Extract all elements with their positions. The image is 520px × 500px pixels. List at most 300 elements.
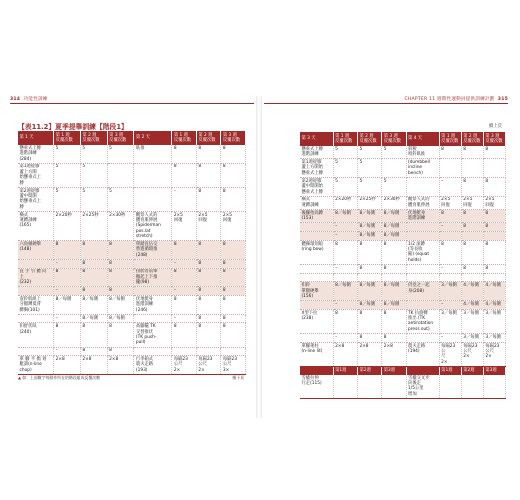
left-table-cell [107,163,134,187]
left-table-cell: 8 [80,287,107,296]
right-table-cell: 3／每側 [439,282,461,301]
left-table-cell: 8 [54,241,81,260]
right-table-cell [300,273,333,282]
right-table-cell: 8／每側 [357,223,381,232]
right-table-cell: 3／每側 [483,309,505,333]
right-table-cell [483,232,505,241]
left-table-cell [18,259,54,268]
right-table-cell: 2×5 回復 [461,196,483,209]
right-table-cell [357,273,381,282]
left-table-cell: 2×25秒 [80,211,107,240]
left-table-cell: 橫式 蓮蹲訓練 (165) [18,211,54,240]
right-table-cell [406,333,439,342]
left-table-cell [18,287,54,296]
left-table-cell: – [172,259,197,268]
right-table-cell: 5 [382,146,406,159]
right-table-cell [300,333,333,342]
right-table-cell: 8 [483,223,505,232]
left-table-cell: 5 [107,145,134,163]
left-table-cell: 8 [196,268,221,287]
left-table-row [18,296,246,315]
left-table-cell: 臥推 [134,145,172,163]
left-table-cell [221,347,246,356]
left-table-cell: 六角槓硬舉 (148) [18,241,54,260]
right-extra-header-cell: 第1週 [333,366,357,375]
left-running-title: 功能性訓練 [23,97,48,102]
right-table-cell [406,273,439,282]
right-table-cell: – [333,223,357,232]
left-table-cell: 第2週從膝 蓋中間開 始懸垂式上 膊 [18,187,54,211]
right-table-cell: 懸垂式上膊 進階訓練 [300,146,333,159]
right-table-cell: 8／每側 [382,282,406,301]
right-table-cell: 5 [333,146,357,159]
left-table-cell [172,347,197,356]
right-table-cell: 4／每側 [461,301,483,310]
left-table-row [18,259,246,268]
right-table-cell: 8／每側 [333,282,357,301]
left-table-cell: 5 [80,145,107,163]
right-table-cell: 5 [357,177,381,196]
left-table-cell: 行李箱式 農夫走路 (193) [134,356,172,375]
right-table-cell: 3／每側 [461,333,483,342]
continued-prev-label: 續上頁 [488,124,502,129]
left-table-cell: 5 [80,187,107,211]
left-table-cell: 8 [172,268,197,287]
right-table-cell [439,375,461,399]
right-table-cell: 8／每側 [382,301,406,310]
left-table-cell [134,314,172,323]
left-table-cell: 8 [221,296,246,315]
left-table-cell: 8 [196,287,221,296]
left-table-cell: 第1週從膝 蓋上方開 始懸垂式上 膊 [18,163,54,187]
footnote-marker: ▲ [18,375,21,380]
left-table-cell: 每隔23 公尺 2× [196,356,221,375]
left-header-cell: 第 2 週 反覆次數 [80,131,107,145]
right-table-cell: 橫式 蓮蹲訓練 [300,196,333,209]
right-table-cell: 每隔23 公尺 2× [461,342,483,366]
right-table-cell: – [439,177,461,196]
right-table-cell: 8／每側 [357,209,381,222]
left-table-cell: 8 [107,259,134,268]
left-table-cell: 8 [54,268,81,287]
right-table-cell: – [439,301,461,310]
left-table-cell: 8 [196,259,221,268]
left-table-row [18,268,246,287]
left-table-cell: 8 [221,268,246,287]
right-table-row [300,282,506,301]
right-running-head [405,96,509,102]
right-header-rule [264,103,508,104]
right-table-cell: 8／每側 [333,209,357,222]
right-table [300,132,506,399]
left-table-cell: 觀察人式的 體育肌伸展 (Spiderman pos.lat stretch) [134,211,172,240]
right-header-cell: 第 1 週 反覆次數 [333,132,357,146]
right-table-cell [300,232,333,241]
left-table-cell: 8 [107,287,134,296]
right-table-cell [300,264,333,273]
left-table-cell: 8／每側 [80,296,107,315]
right-table-row [300,333,506,342]
right-table-cell [483,375,505,399]
right-header-cell: 第 2 週 反覆次數 [357,132,381,146]
right-table-cell: 2×8 [382,342,406,366]
left-table-cell [134,287,172,296]
right-table-cell: 8 [461,223,483,232]
right-table-cell: 8 [382,240,406,264]
left-table-cell: 5 [107,187,134,211]
right-table-row [300,177,506,196]
right-table-row [300,273,506,282]
right-table-cell: 5 [333,159,357,178]
right-table-cell: 8 [461,240,483,264]
right-page [262,96,514,418]
left-table-cell: 懸垂式上膊 進階訓練 (284) [18,145,54,163]
right-table-cell: 2×25秒 [357,196,381,209]
left-table-cell: 8 [196,323,221,347]
right-table-cell: 雪橇交叉步 向後走 1/5公里 增加 [406,375,439,399]
left-table-cell: 2×5 回復 [172,211,197,240]
right-table-cell: 8 [439,146,461,159]
right-table-cell: 8／每側 [357,282,381,301]
right-table-cell: 8 [483,264,505,273]
left-table-cell: 扭肋者前舉 撤起上下推 攏(98) [134,268,172,287]
left-table-cell [134,187,172,211]
left-table-cell: 8 [221,145,246,163]
right-table-cell: – [333,264,357,273]
left-table [18,131,246,375]
table-title: 【表11.2】夏季提舉訓練【階段1】 [18,123,128,131]
right-table-cell [382,273,406,282]
right-table-cell [333,273,357,282]
right-table-cell: 8 [382,333,406,342]
right-table-cell [406,223,439,232]
right-table-row [300,146,506,159]
left-table-cell: 8 [172,296,197,315]
left-table-cell: 2×20秒 [54,211,81,240]
right-table-cell: 8 [461,209,483,222]
left-table-cell: – [172,287,197,296]
right-table-cell: 8 [357,264,381,273]
left-table-cell: 高腳罷 TK 交替推伏 (TK push- pull) [134,323,172,347]
right-header-cell: 第 1 週 反覆次數 [439,132,461,146]
right-table-cell: 8 [461,177,483,196]
right-table-cell: 5 [333,177,357,196]
left-header-cell: 第 2 週 反覆次數 [196,131,221,145]
right-table-cell: 觀察人式的 體育肌伸展 [406,196,439,209]
right-table-cell: 8 [382,309,406,333]
left-table-row [18,314,246,323]
left-table-cell: 每隔23 公尺 2× [172,356,197,375]
left-table-cell: 8 [196,163,221,187]
right-table-cell [333,375,357,399]
right-table-cell: 第2週從膝 蓋中間開始 懸垂式上膊 [300,177,333,196]
left-table-cell: 8 [107,241,134,260]
right-table-cell: – [333,301,357,310]
right-table-cell: 每隔23 公尺 2× [483,342,505,366]
left-table-cell: 8 [221,323,246,347]
right-table-cell [461,375,483,399]
right-table-cell: 8 [333,240,357,264]
left-table-cell: 8 [172,323,197,347]
left-table-row [18,187,246,211]
right-table-cell: – [439,333,461,342]
left-table-cell: 每隔23 公尺 3× [221,356,246,375]
right-table-cell: 4／每側 [461,282,483,301]
right-table-cell: 8 [461,146,483,159]
left-table-cell: 直 手 引 體 向 上 (232) [18,268,54,287]
left-table-cell: 8 [221,163,246,187]
right-table-cell: 8／每側 [382,232,406,241]
right-table-cell [461,159,483,178]
left-table-cell: 扣舒伏臥 (240) [18,323,54,347]
right-header-cell: 第 2 週 反覆次數 [461,132,483,146]
left-table-cell [18,347,54,356]
left-table-row [18,211,246,240]
left-table-cell: 8 [80,241,107,260]
left-table-cell: 8／每側 [107,296,134,315]
left-header-cell: 第 1 週 反覆次數 [54,131,81,145]
left-table-cell: – [54,347,81,356]
left-table-row [18,241,246,260]
right-table-cell: 3／每側 [439,309,461,333]
right-extra-header-row [300,366,506,375]
right-running-title: CHAPTER 11 週期性運動員提供訓練計劃 [404,97,495,102]
right-table-cell: 5 [357,146,381,159]
right-header-cell: 第 3 天 [300,132,333,146]
right-table-row [300,301,506,310]
right-header-cell: 第 4 天 [406,132,439,146]
left-header-cell: 第 2 天 [134,131,172,145]
left-table-cell: 8 [107,347,134,356]
right-table-cell: 2×20秒 [333,196,357,209]
left-table-cell: 8／每側 [80,314,107,323]
right-table-cell: 雪橇拉伸 行走(115) [300,375,333,399]
left-table-cell: 8 [107,268,134,287]
right-table-cell: 5 [357,159,381,178]
left-table-cell: – [54,287,81,296]
right-table-row [300,196,506,209]
right-table-cell [300,223,333,232]
left-table-cell: 2×8 [80,356,107,375]
right-table-row [300,223,506,232]
right-table-cell: 8 [357,240,381,264]
left-page [6,96,256,418]
right-table-cell [406,177,439,196]
right-extra-header-cell [300,366,333,375]
left-table-cell: 2×8 [54,356,81,375]
right-table-row [300,159,506,178]
right-extra-header-cell: 第2週 [461,366,483,375]
left-table-cell: – [54,314,81,323]
right-table-cell: 8 [483,177,505,196]
left-table-cell: 8 [221,314,246,323]
right-table-cell: 8／每側 [382,209,406,222]
right-table-cell [483,273,505,282]
left-table-cell: 8 [196,314,221,323]
right-table-cell [406,232,439,241]
left-table-cell: 8 [80,323,107,347]
right-table-cell: 農夫走路 (194) [406,342,439,366]
left-running-head [10,96,48,102]
left-table-row [18,347,246,356]
right-table-cell: 8 [461,264,483,273]
right-table-cell: X型下拉 (238) [300,309,333,333]
right-table-row [300,264,506,273]
left-table-cell: 5 [80,163,107,187]
right-table-cell: 每隔23公 尺 2× [439,342,461,366]
left-table-cell: 8 [172,241,197,260]
right-table-cell: 體操環划船 (ring bow) [300,240,333,264]
left-table-cell [196,347,221,356]
left-header-rule [10,103,254,104]
right-table-cell: – [439,264,461,273]
left-table-cell: 8 [196,145,221,163]
left-header-cell: 第 3 週 反覆次數 [221,131,246,145]
right-table-cell [406,264,439,273]
left-table-cell: 8 [196,187,221,211]
left-table-cell: 5 [54,163,81,187]
right-table-cell: – [333,333,357,342]
right-table-cell: – [439,223,461,232]
right-table-cell: 8 [357,333,381,342]
left-table-cell: 伏地挺身 進階訓練 (246) [134,296,172,315]
footnote-text: 如：上面數字每動作所在的階段組成反覆次數 [22,375,101,380]
right-table-cell [439,273,461,282]
left-table-cell: 5 [54,187,81,211]
right-table-cell: 8／每側 [357,232,381,241]
left-table-cell [134,163,172,187]
right-table-cell: 仍亞之一起 身(208) [406,282,439,301]
left-table-cell: 8 [221,287,246,296]
right-header-cell: 第 3 週 反覆次數 [483,132,505,146]
right-table-cell: 2×8 [333,342,357,366]
right-table-row [300,309,506,333]
right-table-cell: 4／每側 [483,282,505,301]
left-table-cell: 8 [80,259,107,268]
right-table-row [300,209,506,222]
left-header-cell: 第 1 週 反覆次數 [172,131,197,145]
left-table-cell: 8 [221,187,246,211]
right-table-cell: 8 [357,309,381,333]
right-table-cell: 3／每側 [483,333,505,342]
right-table-cell [439,159,461,178]
left-table-cell: 8 [196,296,221,315]
left-table-cell: – [54,259,81,268]
right-table-cell: TK 抗旋轉 推出 (TK antirotation press out) [406,309,439,333]
right-page-number: 315 [497,97,508,102]
left-table-cell: 2×8 [107,356,134,375]
left-table-row [18,163,246,187]
right-table-cell [382,159,406,178]
left-table-cell: 8 [172,145,197,163]
right-table-cell: 2×8 [357,342,381,366]
right-extra-header-cell: 第2週 [357,366,381,375]
left-table-cell: 8 [196,241,221,260]
right-table-cell: 8 [333,309,357,333]
right-table-cell: 8 [382,264,406,273]
right-table-header [300,132,506,146]
right-table-cell [461,232,483,241]
footnote [18,375,100,381]
right-table-cell: 後腳抬高蹲 (153) [300,209,333,222]
right-table-cell: 第1週從膝 蓋上方開始 懸垂式上膊 [300,159,333,178]
right-table-cell [483,159,505,178]
right-table-cell: – [333,232,357,241]
right-table-cell: 8 [439,209,461,222]
right-table-cell [461,273,483,282]
left-table-cell: 8 [54,323,81,347]
left-table-cell: – [172,187,197,211]
left-table-cell: 8 [80,268,107,287]
right-table-cell: 2×5 回復 [483,196,505,209]
right-table-cell: 單腳蓮柱 (n-line lit) [300,342,333,366]
right-table-cell: 8／每側 [382,223,406,232]
right-table-row [300,240,506,264]
right-table-cell [439,232,461,241]
right-extra-header-cell [406,366,439,375]
left-table-row [18,145,246,163]
left-table-row [18,287,246,296]
right-table-cell: 8 [483,240,505,264]
right-table-cell: 伏地挺身 進階訓練 [406,209,439,222]
continued-next-label: 續下頁 [232,375,244,380]
left-table-cell: 5 [54,145,81,163]
right-extra-header-cell: 第3週 [382,366,406,375]
right-table-cell: 3／每側 [461,309,483,333]
left-table-header [18,131,246,145]
right-header-cell: 第 3 週 反覆次數 [382,132,406,146]
left-table-cell [134,347,172,356]
left-page-number: 314 [10,97,21,102]
left-table-cell: 8 [221,241,246,260]
right-table-cell: 8 [483,146,505,159]
left-table-cell: 8 [221,259,246,268]
left-table-cell: 8 [107,323,134,347]
left-table-cell: 壺鈴肌組上 分腿蹲低背 蹲胸(101) [18,296,54,315]
right-table-cell: 8 [483,209,505,222]
right-table-cell: (dumbbell incline bench) [406,159,439,178]
left-table-row [18,356,246,375]
left-table-cell: 8 [172,163,197,187]
right-table-row [300,375,506,399]
right-extra-header-cell: 第3週 [483,366,505,375]
left-table-cell: 8／每側 [54,296,81,315]
left-header-cell: 第 1 天 [18,131,54,145]
right-table-cell: 8／每側 [357,301,381,310]
right-table-cell [406,301,439,310]
right-table-cell: 1/2 深蹲 (等長收 縮) (squat holds) [406,240,439,264]
left-table-cell: 2×5 回復 [196,211,221,240]
left-table-cell: – [172,314,197,323]
right-table-cell [382,375,406,399]
left-table-row [18,323,246,347]
left-table-cell: 2×30秒 [107,211,134,240]
left-table-cell [18,314,54,323]
left-table-cell: 8 [80,347,107,356]
left-table-cell [134,259,172,268]
left-table-cell: 單踏直伍交 替進循環推 (248) [134,241,172,260]
right-extra-header-cell: 第1週 [439,366,461,375]
right-table-cell: 4／每側 [483,301,505,310]
right-table-cell: 2×5 回復 [439,196,461,209]
right-table-cell: 5 [382,177,406,196]
right-table-cell: 8 [439,240,461,264]
right-table-cell [357,375,381,399]
right-table-row [300,342,506,366]
left-table-cell: 2×5 回復 [221,211,246,240]
right-table-cell [300,301,333,310]
left-table-cell: 單 腳 平 衡 划 艇訓(n-line chop) [18,356,54,375]
